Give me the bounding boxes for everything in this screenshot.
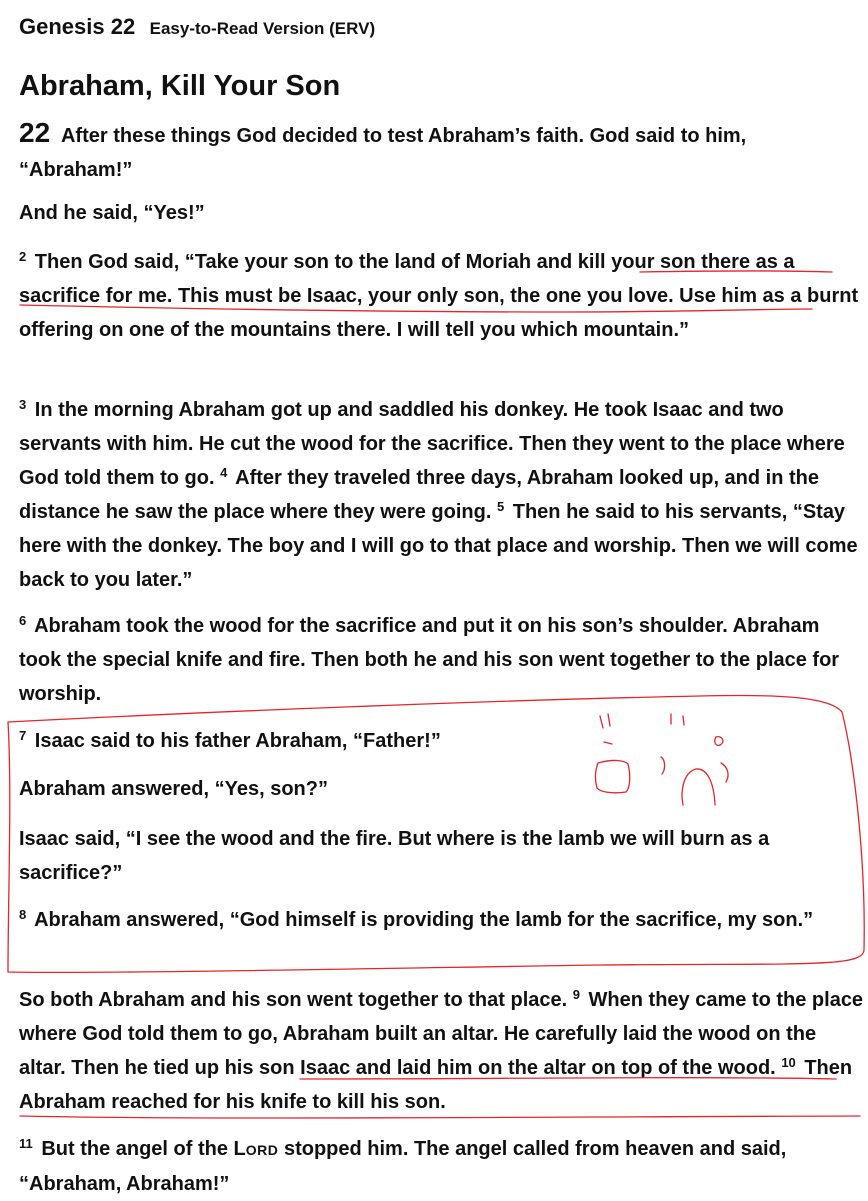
verse-paragraph-11 — [19, 1132, 864, 1201]
chapter-number: 22 — [19, 117, 51, 148]
verse-paragraph-1 — [19, 116, 864, 187]
verse-paragraph-1b — [19, 196, 864, 230]
verse-text: Abraham answered, “God himself is providing the lamb for the sacrifice, my son.” — [34, 909, 814, 931]
verse-paragraph-8b — [19, 983, 864, 1119]
verse-text: Isaac said, “I see the wood and the fire. But where is the lamb we will burn as a sacrifice?” — [19, 828, 770, 884]
verse-text: But the angel of the — [41, 1138, 228, 1160]
verse-text: stopped him. The angel called from heaven and said, “Abraham, Abraham!” — [19, 1138, 787, 1195]
verse-number: 3 — [19, 396, 27, 412]
verse-number: 8 — [19, 906, 27, 922]
verse-number: 4 — [220, 464, 228, 480]
verse-text: When they came to the place where God told them to go, Abraham built an altar. He carefully laid the wood on the altar. Then he tied up his son Isaac and laid him on the altar on top of the wood. — [19, 989, 864, 1079]
verse-paragraph-2 — [19, 245, 864, 347]
verse-text: In the morning Abraham got up and saddled his donkey. He took Isaac and two servants with him. He cut the wood for the sacrifice. Then they went to the place where God told them to go. — [19, 399, 845, 489]
verse-number: 11 — [19, 1135, 33, 1151]
verse-number: 2 — [19, 248, 27, 264]
verse-text: Isaac said to his father Abraham, “Father!” — [34, 730, 441, 752]
verse-paragraph-7b — [19, 772, 864, 806]
verse-text: So both Abraham and his son went together to that place. — [19, 989, 568, 1011]
verse-text: Abraham took the wood for the sacrifice and put it on his son’s shoulder. Abraham took the special knife and fire. Then both he and his son went together to the place for worship. — [19, 615, 840, 705]
verse-text: After these things God decided to test Abraham’s faith. God said to him, “Abraham!” — [19, 125, 747, 181]
verse-number: 7 — [19, 727, 27, 743]
verse-paragraph-7c — [19, 822, 864, 890]
verse-number: 5 — [496, 498, 505, 514]
passage-header — [19, 14, 375, 40]
verse-text: Then he said to his servants, “Stay here with the donkey. The boy and I will go to that place and worship. Then we will come back to you later.” — [19, 501, 858, 591]
verse-text: Then Abraham reached for his knife to kill his son. — [19, 1057, 853, 1113]
verse-text: Abraham answered, “Yes, son?” — [19, 778, 328, 800]
verse-text: Then God said, “Take your son to the land of Moriah and kill your son there as a sacrifice for me. This must be Isaac, your only son, the one you love. Use him as a burnt offering on one of the mountains there. I will tell you which mountain.” — [19, 251, 859, 341]
verse-text: And he said, “Yes!” — [19, 202, 205, 224]
book-reference: Genesis 22 — [19, 14, 136, 39]
verse-paragraph-8 — [19, 903, 864, 937]
verse-paragraph-3 — [19, 393, 864, 597]
verse-text: After they traveled three days, Abraham looked up, and in the distance he saw the place where they were going. — [19, 467, 819, 523]
section-title: Abraham, Kill Your Son — [19, 70, 341, 102]
bible-version: Easy-to-Read Version (ERV) — [149, 19, 376, 38]
verse-number: 6 — [19, 612, 27, 628]
verse-paragraph-7 — [19, 724, 864, 758]
verse-number: 10 — [781, 1054, 796, 1070]
verse-paragraph-6 — [19, 609, 864, 711]
verse-number: 9 — [572, 986, 580, 1002]
lord-small-caps: LORD — [233, 1138, 279, 1160]
